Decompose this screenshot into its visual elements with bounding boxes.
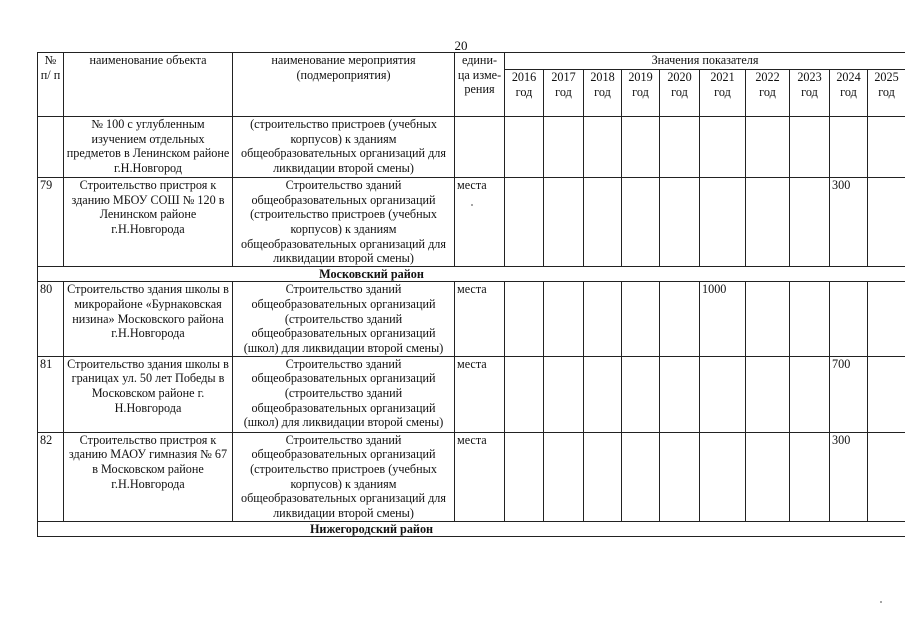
- district-row: [38, 266, 905, 282]
- header-year: 2022 год: [746, 70, 790, 117]
- year-value-cell: [584, 117, 622, 178]
- event-name: Строительство зданий общеобразовательных организаций (строительство пристроев (учебных корпусов) к зданиям общеобразовательных организаций для ликвидации второй смены): [233, 178, 455, 267]
- header-year: 2019 год: [622, 70, 660, 117]
- row-number: 81: [38, 356, 64, 432]
- header-year: 2021 год: [700, 70, 746, 117]
- table-row: [38, 178, 905, 267]
- object-name: Строительство пристроя к зданию МАОУ гимназия № 67 в Московском районе г.Н.Новгорода: [64, 432, 233, 521]
- header-event-name: наименование мероприятия (подмероприятия): [233, 53, 455, 117]
- object-name: Строительство здания школы в границах ул. 50 лет Победы в Московском районе г. Н.Новгорода: [64, 356, 233, 432]
- year-value-cell: [622, 282, 660, 356]
- district-name: Нижегородский район: [309, 521, 434, 536]
- year-value-cell: [830, 117, 868, 178]
- year-value-cell: [660, 178, 700, 267]
- year-value-cell: 300: [830, 432, 868, 521]
- year-value-cell: [868, 117, 905, 178]
- scan-speck: [880, 601, 882, 603]
- table-row: [38, 117, 905, 178]
- year-value-cell: [622, 178, 660, 267]
- scan-speck: [471, 204, 473, 206]
- year-value-cell: [790, 356, 830, 432]
- year-value-cell: [622, 356, 660, 432]
- year-value-cell: [584, 356, 622, 432]
- row-number: 80: [38, 282, 64, 356]
- year-value-cell: [505, 282, 544, 356]
- year-value-cell: [868, 282, 905, 356]
- unit-of-measure: места: [455, 356, 505, 432]
- year-value-cell: [790, 178, 830, 267]
- year-value-cell: [700, 178, 746, 267]
- year-value-cell: [544, 432, 584, 521]
- year-value-cell: [660, 432, 700, 521]
- event-name: Строительство зданий общеобразовательных организаций (строительство зданий общеобразовательных организаций (школ) для ликвидации второй смены): [233, 282, 455, 356]
- year-value-cell: [660, 282, 700, 356]
- year-value-cell: [790, 282, 830, 356]
- year-value-cell: [700, 432, 746, 521]
- year-value-cell: [544, 356, 584, 432]
- year-value-cell: [660, 117, 700, 178]
- object-name: Строительство пристроя к зданию МБОУ СОШ № 120 в Ленинском районе г.Н.Новгорода: [64, 178, 233, 267]
- header-year: 2020 год: [660, 70, 700, 117]
- year-value-cell: [505, 117, 544, 178]
- year-value-cell: [746, 282, 790, 356]
- year-value-cell: [868, 356, 905, 432]
- header-year: 2024 год: [830, 70, 868, 117]
- indicator-table: [37, 52, 905, 537]
- event-name: (строительство пристроев (учебных корпусов) к зданиям общеобразовательных организаций для ликвидации второй смены): [233, 117, 455, 178]
- year-value-cell: [584, 282, 622, 356]
- year-value-cell: [544, 117, 584, 178]
- year-value-cell: [700, 356, 746, 432]
- year-value-cell: [505, 178, 544, 267]
- year-value-cell: [790, 432, 830, 521]
- year-value-cell: [622, 432, 660, 521]
- header-num: № п/ п: [38, 53, 64, 117]
- year-value-cell: [584, 178, 622, 267]
- unit-of-measure: места: [455, 282, 505, 356]
- unit-of-measure: места: [455, 178, 505, 267]
- table-row: [38, 432, 905, 521]
- year-value-cell: [660, 356, 700, 432]
- year-value-cell: [868, 432, 905, 521]
- year-value-cell: 1000: [700, 282, 746, 356]
- header-indicator-values: Значения показателя: [505, 53, 905, 70]
- row-number: 79: [38, 178, 64, 267]
- object-name: № 100 с углубленным изучением отдельных предметов в Ленинском районе г.Н.Новгород: [64, 117, 233, 178]
- table-row: [38, 282, 905, 356]
- year-value-cell: 700: [830, 356, 868, 432]
- table-row: [38, 356, 905, 432]
- row-number: [38, 117, 64, 178]
- year-value-cell: [505, 356, 544, 432]
- header-object-name: наименование объекта: [64, 53, 233, 117]
- row-number: 82: [38, 432, 64, 521]
- year-value-cell: [584, 432, 622, 521]
- event-name: Строительство зданий общеобразовательных организаций (строительство зданий общеобразовательных организаций (школ) для ликвидации второй смены): [233, 356, 455, 432]
- header-year: 2018 год: [584, 70, 622, 117]
- unit-of-measure: [455, 117, 505, 178]
- year-value-cell: [830, 282, 868, 356]
- year-value-cell: [746, 432, 790, 521]
- year-value-cell: [746, 117, 790, 178]
- unit-of-measure: места: [455, 432, 505, 521]
- year-value-cell: [868, 178, 905, 267]
- header-year: 2016 год: [505, 70, 544, 117]
- page-number: 20: [454, 38, 468, 53]
- header-year: 2023 год: [790, 70, 830, 117]
- year-value-cell: [622, 117, 660, 178]
- header-year: 2017 год: [544, 70, 584, 117]
- year-value-cell: [544, 282, 584, 356]
- year-value-cell: [790, 117, 830, 178]
- year-value-cell: [746, 178, 790, 267]
- district-row: [38, 521, 905, 537]
- district-name: Московский район: [319, 266, 424, 281]
- year-value-cell: [746, 356, 790, 432]
- year-value-cell: [505, 432, 544, 521]
- event-name: Строительство зданий общеобразовательных организаций (строительство пристроев (учебных корпусов) к зданиям общеобразовательных организаций для ликвидации второй смены): [233, 432, 455, 521]
- year-value-cell: 300: [830, 178, 868, 267]
- year-value-cell: [544, 178, 584, 267]
- object-name: Строительство здания школы в микрорайоне «Бурнаковская низина» Московского района г.Н.Новгорода: [64, 282, 233, 356]
- header-unit: едини-ца изме-рения: [455, 53, 505, 117]
- header-year: 2025 год: [868, 70, 905, 117]
- year-value-cell: [700, 117, 746, 178]
